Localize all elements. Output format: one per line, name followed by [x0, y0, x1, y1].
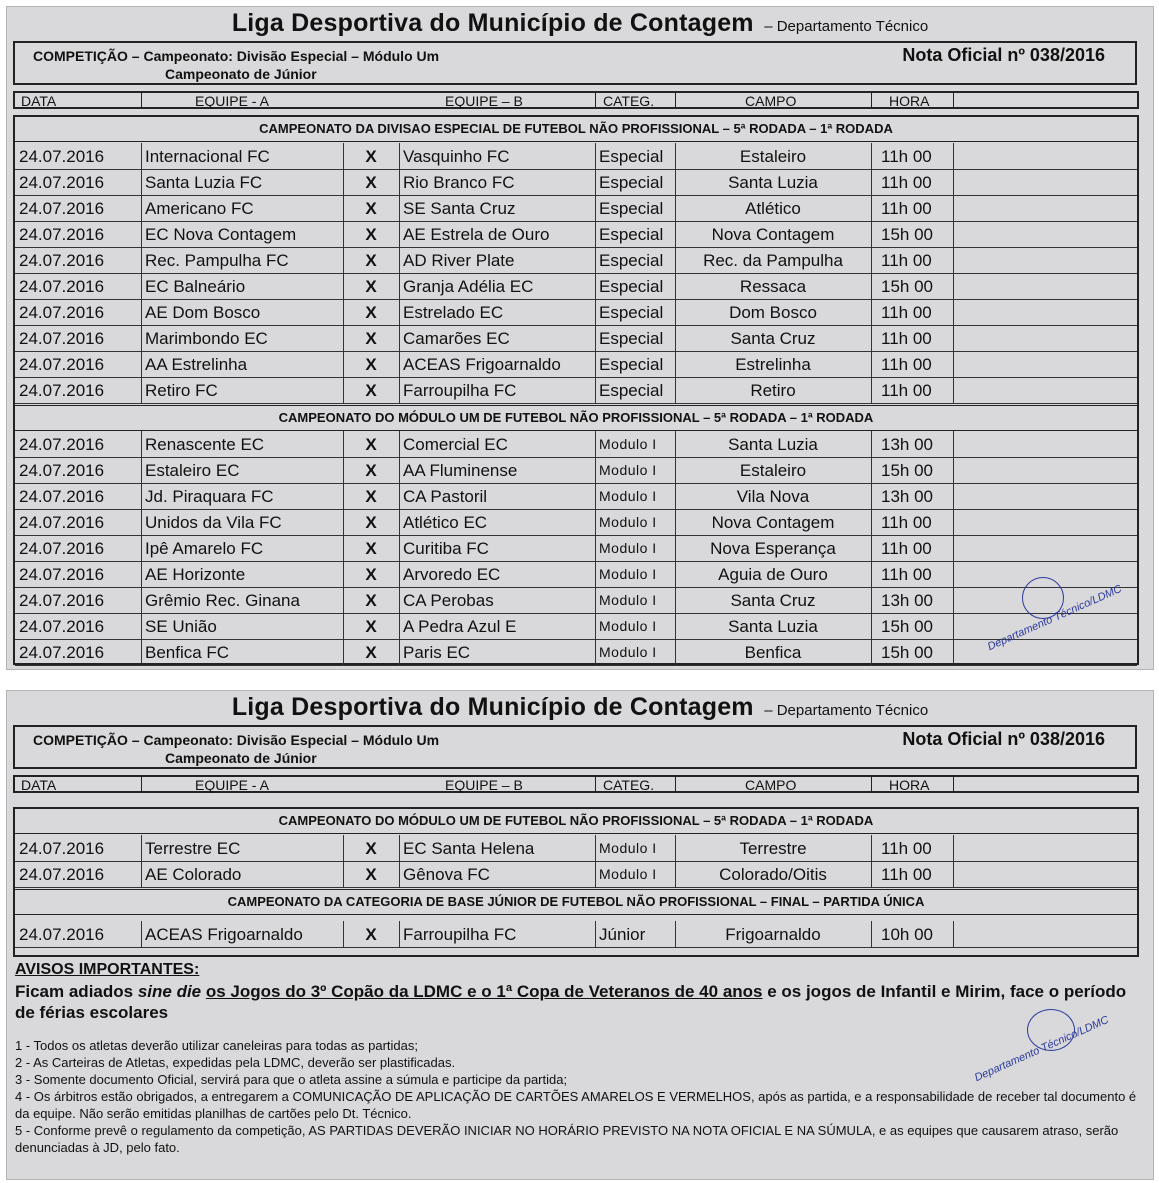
- kickoff-time: 11h 00: [881, 329, 932, 348]
- team-b: Rio Branco FC: [403, 173, 515, 192]
- kickoff-time: 11h 00: [881, 355, 932, 374]
- team-a: SE União: [145, 617, 217, 636]
- col-hora-2: HORA: [889, 777, 930, 793]
- col-equipe-b-2: EQUIPE – B: [445, 777, 523, 793]
- col-equipe-b: EQUIPE – B: [445, 93, 523, 109]
- field-name: Santa Cruz: [730, 591, 816, 610]
- versus-mark: X: [365, 381, 377, 400]
- match-date: 24.07.2016: [19, 173, 105, 192]
- team-b: Estrelado EC: [403, 303, 504, 322]
- fixture-row: [15, 639, 1137, 666]
- league-title-2: Liga Desportiva do Município de Contagem: [231, 693, 754, 721]
- competition-box-2: [13, 725, 1137, 769]
- competition-line-2-2: Campeonato de Júnior: [165, 750, 317, 766]
- field-name: Nova Contagem: [711, 513, 835, 532]
- important-notices: [15, 961, 1137, 1156]
- team-b: EC Santa Helena: [403, 839, 535, 858]
- competition-line-1-2: COMPETIÇÃO – Campeonato: Divisão Especial – Módulo Um: [33, 732, 440, 748]
- kickoff-time: 11h 00: [881, 251, 932, 270]
- team-a: EC Balneário: [145, 277, 246, 296]
- category: Modulo I: [599, 436, 657, 452]
- category: Especial: [599, 173, 664, 192]
- fixture-row: [15, 921, 1137, 948]
- team-a: Jd. Piraquara FC: [145, 487, 274, 506]
- fixture-row: [15, 861, 1137, 888]
- competition-line-1: COMPETIÇÃO – Campeonato: Divisão Especial – Módulo Um: [33, 48, 440, 64]
- match-date: 24.07.2016: [19, 539, 105, 558]
- versus-mark: X: [365, 487, 377, 506]
- col-data-2: DATA: [21, 777, 57, 793]
- field-name: Atlético: [745, 199, 801, 218]
- kickoff-time: 11h 00: [881, 303, 932, 322]
- versus-mark: X: [365, 643, 377, 662]
- category: Modulo I: [599, 540, 657, 556]
- notice-text-1: Ficam adiados: [15, 982, 138, 1001]
- versus-mark: X: [365, 925, 377, 944]
- versus-mark: X: [365, 303, 377, 322]
- kickoff-time: 11h 00: [881, 565, 932, 584]
- team-a: Benfica FC: [145, 643, 230, 662]
- col-categ: CATEG.: [603, 93, 655, 109]
- fixture-row: [15, 169, 1137, 196]
- col-hora: HORA: [889, 93, 930, 109]
- fixture-row: [15, 431, 1137, 458]
- notice-text-sine-die: sine die: [137, 982, 202, 1001]
- field-name: Santa Cruz: [730, 329, 816, 348]
- kickoff-time: 11h 00: [881, 865, 932, 884]
- col-data: DATA: [21, 93, 57, 109]
- match-date: 24.07.2016: [19, 199, 105, 218]
- team-b: Vasquinho FC: [403, 147, 510, 166]
- field-name: Rec. da Pampulha: [703, 251, 843, 270]
- notice-text-underlined: os Jogos do 3º Copão da LDMC e o 1ª Copa de Veteranos de 40 anos: [205, 982, 763, 1001]
- team-b: Farroupilha FC: [403, 925, 517, 944]
- department-label-2: – Departamento Técnico: [764, 702, 929, 719]
- versus-mark: X: [365, 277, 377, 296]
- team-a: AE Colorado: [145, 865, 242, 884]
- team-b: Gênova FC: [403, 865, 490, 884]
- category: Modulo I: [599, 866, 657, 882]
- section-title-modulo-2: CAMPEONATO DO MÓDULO UM DE FUTEBOL NÃO PROFISSIONAL – 5ª RODADA – 1ª RODADA: [15, 809, 1137, 834]
- kickoff-time: 15h 00: [881, 617, 933, 636]
- category: Especial: [599, 355, 664, 374]
- field-name: Estaleiro: [739, 147, 807, 166]
- section-title-modulo: CAMPEONATO DO MÓDULO UM DE FUTEBOL NÃO PROFISSIONAL – 5ª RODADA – 1ª RODADA: [15, 405, 1137, 431]
- fixture-row: [15, 535, 1137, 562]
- team-a: Marimbondo EC: [145, 329, 268, 348]
- team-b: ACEAS Frigoarnaldo: [403, 355, 561, 374]
- rule-item: 1 - Todos os atletas deverão utilizar caneleiras para todas as partidas;: [15, 1038, 418, 1053]
- column-header-row-2: [13, 775, 1139, 793]
- match-date: 24.07.2016: [19, 643, 105, 662]
- team-b: AE Estrela de Ouro: [403, 225, 550, 244]
- match-date: 24.07.2016: [19, 303, 105, 322]
- category: Especial: [599, 329, 664, 348]
- fixture-row: [15, 613, 1137, 640]
- category: Júnior: [599, 925, 646, 944]
- document-header-2: [7, 693, 1153, 722]
- category: Especial: [599, 147, 664, 166]
- category: Modulo I: [599, 592, 657, 608]
- field-name: Aguia de Ouro: [718, 565, 828, 584]
- match-date: 24.07.2016: [19, 461, 105, 480]
- column-header-row: [13, 91, 1139, 109]
- category: Modulo I: [599, 644, 657, 660]
- field-name: Terrestre: [739, 839, 807, 858]
- category: Modulo I: [599, 566, 657, 582]
- kickoff-time: 11h 00: [881, 539, 932, 558]
- fixture-row: [15, 587, 1137, 614]
- postponement-notice: [15, 981, 1137, 1023]
- match-date: 24.07.2016: [19, 147, 105, 166]
- official-note-sheet-1: [6, 6, 1154, 670]
- team-a: Retiro FC: [145, 381, 218, 400]
- versus-mark: X: [365, 513, 377, 532]
- fixture-row: [15, 457, 1137, 484]
- match-date: 24.07.2016: [19, 565, 105, 584]
- fixture-row: [15, 325, 1137, 352]
- team-b: AA Fluminense: [403, 461, 518, 480]
- team-a: Ipê Amarelo FC: [145, 539, 264, 558]
- field-name: Benfica: [744, 643, 802, 662]
- team-b: A Pedra Azul E: [403, 617, 517, 636]
- field-name: Nova Contagem: [711, 225, 835, 244]
- category: Modulo I: [599, 488, 657, 504]
- category: Especial: [599, 277, 664, 296]
- category: Especial: [599, 199, 664, 218]
- kickoff-time: 15h 00: [881, 225, 933, 244]
- team-b: Curitiba FC: [403, 539, 489, 558]
- official-note-sheet-2: [6, 690, 1154, 1180]
- match-date: 24.07.2016: [19, 329, 105, 348]
- col-campo-2: CAMPO: [745, 777, 797, 793]
- fixture-row: [15, 509, 1137, 536]
- kickoff-time: 11h 00: [881, 839, 932, 858]
- versus-mark: X: [365, 591, 377, 610]
- versus-mark: X: [365, 147, 377, 166]
- team-b: Paris EC: [403, 643, 471, 662]
- versus-mark: X: [365, 839, 377, 858]
- versus-mark: X: [365, 355, 377, 374]
- team-a: Grêmio Rec. Ginana: [145, 591, 300, 610]
- team-a: Renascente EC: [145, 435, 265, 454]
- kickoff-time: 11h 00: [881, 199, 932, 218]
- fixture-row: [15, 195, 1137, 222]
- notices-title: AVISOS IMPORTANTES:: [15, 961, 200, 978]
- kickoff-time: 13h 00: [881, 487, 933, 506]
- competition-box: [13, 41, 1137, 85]
- versus-mark: X: [365, 565, 377, 584]
- match-date: 24.07.2016: [19, 513, 105, 532]
- field-name: Retiro: [750, 381, 796, 400]
- col-equipe-a-2: EQUIPE - A: [195, 777, 269, 793]
- official-note-number: Nota Oficial nº 038/2016: [902, 45, 1105, 65]
- team-b: Farroupilha FC: [403, 381, 517, 400]
- versus-mark: X: [365, 461, 377, 480]
- team-a: EC Nova Contagem: [145, 225, 297, 244]
- field-name: Frigoarnaldo: [725, 925, 821, 944]
- section-title-junior: CAMPEONATO DA CATEGORIA DE BASE JÚNIOR DE FUTEBOL NÃO PROFISSIONAL – FINAL – PARTIDA ÚNICA: [15, 889, 1137, 915]
- match-date: 24.07.2016: [19, 925, 105, 944]
- versus-mark: X: [365, 199, 377, 218]
- match-date: 24.07.2016: [19, 839, 105, 858]
- category: Especial: [599, 251, 664, 270]
- team-a: Americano FC: [145, 199, 254, 218]
- notice-text-2: e os jogos de Infantil e Mirim, face o período de férias escolares: [15, 982, 1127, 1022]
- fixture-row: [15, 835, 1137, 862]
- team-a: Unidos da Vila FC: [145, 513, 282, 532]
- fixture-row: [15, 221, 1137, 248]
- match-date: 24.07.2016: [19, 251, 105, 270]
- department-stamp: Departamento Técnico/LDMC: [985, 582, 1124, 654]
- category: Modulo I: [599, 618, 657, 634]
- match-date: 24.07.2016: [19, 487, 105, 506]
- department-label: – Departamento Técnico: [764, 18, 929, 35]
- team-b: SE Santa Cruz: [403, 199, 516, 218]
- rule-item: 2 - As Carteiras de Atletas, expedidas pela LDMC, deverão ser plastificadas.: [15, 1055, 456, 1070]
- league-title: Liga Desportiva do Município de Contagem: [231, 9, 754, 37]
- field-name: Santa Luzia: [728, 173, 818, 192]
- team-b: Arvoredo EC: [403, 565, 501, 584]
- team-a: Santa Luzia FC: [145, 173, 263, 192]
- team-a: Rec. Pampulha FC: [145, 251, 289, 270]
- kickoff-time: 15h 00: [881, 461, 933, 480]
- field-name: Nova Esperança: [710, 539, 836, 558]
- team-a: Terrestre EC: [145, 839, 241, 858]
- rule-item: 5 - Conforme prevê o regulamento da competição, AS PARTIDAS DEVERÃO INICIAR NO HORÁRIO PREVISTO NA NOTA OFICIAL E NA SÚMULA, e as equipes que causarem atraso, serão denunciadas à JD, pelo fato.: [15, 1123, 1119, 1155]
- team-a: ACEAS Frigoarnaldo: [145, 925, 303, 944]
- team-b: Granja Adélia EC: [403, 277, 534, 296]
- kickoff-time: 15h 00: [881, 643, 933, 662]
- col-categ-2: CATEG.: [603, 777, 655, 793]
- match-date: 24.07.2016: [19, 225, 105, 244]
- team-b: Camarões EC: [403, 329, 510, 348]
- team-b: Atlético EC: [403, 513, 488, 532]
- department-stamp-2: Departamento Técnico/LDMC: [972, 1013, 1111, 1085]
- kickoff-time: 13h 00: [881, 591, 933, 610]
- category: Especial: [599, 303, 664, 322]
- match-date: 24.07.2016: [19, 277, 105, 296]
- team-b: CA Pastoril: [403, 487, 488, 506]
- field-name: Vila Nova: [736, 487, 810, 506]
- fixtures-table-1: [13, 115, 1139, 665]
- col-equipe-a: EQUIPE - A: [195, 93, 269, 109]
- fixture-row: [15, 561, 1137, 588]
- versus-mark: X: [365, 251, 377, 270]
- team-a: Estaleiro EC: [145, 461, 240, 480]
- field-name: Santa Luzia: [728, 617, 818, 636]
- fixture-row: [15, 299, 1137, 326]
- versus-mark: X: [365, 865, 377, 884]
- kickoff-time: 11h 00: [881, 147, 932, 166]
- kickoff-time: 13h 00: [881, 435, 933, 454]
- field-name: Dom Bosco: [729, 303, 817, 322]
- field-name: Colorado/Oitis: [719, 865, 827, 884]
- match-date: 24.07.2016: [19, 381, 105, 400]
- rule-item: 3 - Somente documento Oficial, servirá para que o atleta assine a súmula e participe da partida;: [15, 1072, 568, 1087]
- category: Modulo I: [599, 514, 657, 530]
- competition-line-2: Campeonato de Júnior: [165, 66, 317, 82]
- field-name: Ressaca: [739, 277, 807, 296]
- kickoff-time: 11h 00: [881, 173, 932, 192]
- team-a: AE Dom Bosco: [145, 303, 261, 322]
- fixture-row: [15, 351, 1137, 378]
- versus-mark: X: [365, 617, 377, 636]
- versus-mark: X: [365, 329, 377, 348]
- versus-mark: X: [365, 225, 377, 244]
- kickoff-time: 11h 00: [881, 513, 932, 532]
- document-header: [7, 9, 1153, 38]
- match-date: 24.07.2016: [19, 617, 105, 636]
- field-name: Estrelinha: [735, 355, 811, 374]
- match-date: 24.07.2016: [19, 591, 105, 610]
- category: Especial: [599, 225, 664, 244]
- team-a: AE Horizonte: [145, 565, 246, 584]
- versus-mark: X: [365, 173, 377, 192]
- section-title-especial: CAMPEONATO DA DIVISAO ESPECIAL DE FUTEBOL NÃO PROFISSIONAL – 5ª RODADA – 1ª RODADA: [15, 117, 1137, 142]
- team-b: AD River Plate: [403, 251, 515, 270]
- category: Modulo I: [599, 462, 657, 478]
- match-date: 24.07.2016: [19, 435, 105, 454]
- category: Modulo I: [599, 840, 657, 856]
- kickoff-time: 10h 00: [881, 925, 933, 944]
- col-campo: CAMPO: [745, 93, 797, 109]
- match-date: 24.07.2016: [19, 355, 105, 374]
- versus-mark: X: [365, 539, 377, 558]
- fixtures-table-2: [13, 807, 1139, 957]
- official-note-number-2: Nota Oficial nº 038/2016: [902, 729, 1105, 749]
- versus-mark: X: [365, 435, 377, 454]
- field-name: Santa Luzia: [728, 435, 818, 454]
- field-name: Estaleiro: [739, 461, 807, 480]
- category: Especial: [599, 381, 664, 400]
- team-b: Comercial EC: [403, 435, 508, 454]
- fixture-row: [15, 143, 1137, 170]
- team-a: Internacional FC: [145, 147, 270, 166]
- fixture-row: [15, 247, 1137, 274]
- rule-item: 4 - Os árbitros estão obrigados, a entregarem a COMUNICAÇÃO DE APLICAÇÃO DE CARTÕES AMARELOS E VERMELHOS, após as partida, e a responsabilidade de receber tal documento é da equipe. Não serão emitidas planilhas de cartões pelo Dt. Técnico.: [15, 1089, 1137, 1121]
- fixture-row: [15, 483, 1137, 510]
- match-date: 24.07.2016: [19, 865, 105, 884]
- team-b: CA Perobas: [403, 591, 494, 610]
- kickoff-time: 11h 00: [881, 381, 932, 400]
- rules-list: [15, 1037, 1137, 1156]
- team-a: AA Estrelinha: [145, 355, 248, 374]
- fixture-row: [15, 273, 1137, 300]
- fixture-row: [15, 377, 1137, 404]
- kickoff-time: 15h 00: [881, 277, 933, 296]
